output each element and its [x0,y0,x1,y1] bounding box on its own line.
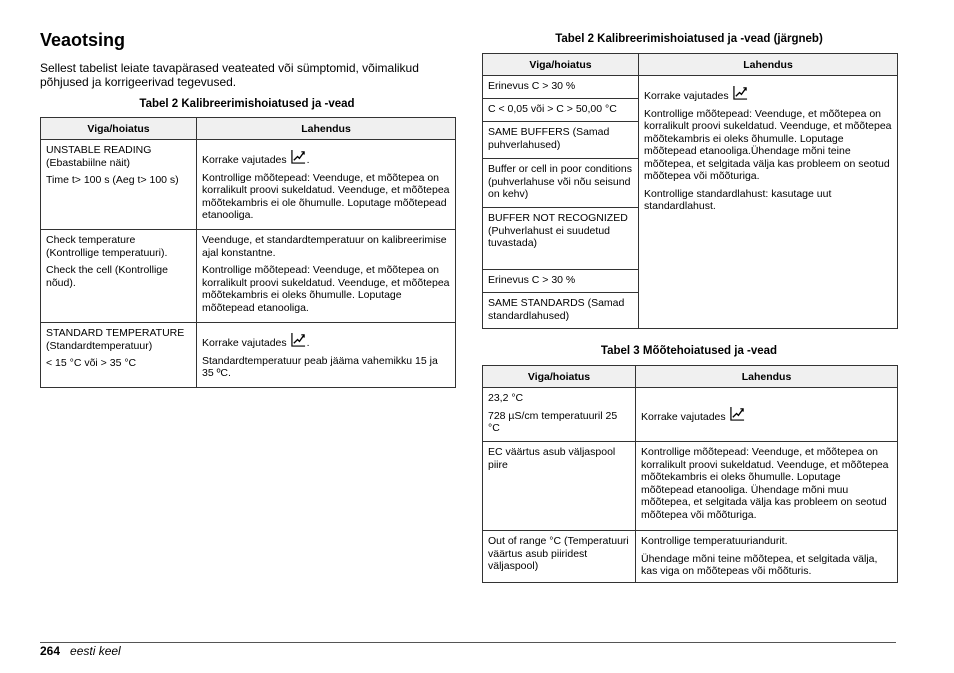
press-instruction: Korrake vajutades . [202,149,450,167]
table-row [483,531,898,583]
warning-text: 23,2 °C [488,392,524,404]
solution-text: Standardtemperatuur peab jääma vahemikku 15 ja 35 ºC. [202,354,438,379]
warning-cell: Erinevus C > 30 % [483,76,639,99]
table-row [41,230,456,323]
warning-cell [41,140,197,230]
page-number: 264 [40,644,61,658]
press-label: Korrake vajutades [641,410,726,423]
table-row [483,442,898,531]
warning-cell [483,388,636,442]
table3 [482,365,898,583]
press-instruction: Korrake vajutades . [202,332,450,350]
warning-text: Check the cell (Kontrollige nõud). [46,264,168,289]
solution-cell [639,76,898,329]
warning-text: STANDARD TEMPERATURE (Standardtemperatuur) [46,327,185,352]
warning-text: UNSTABLE READING (Ebastabiilne näit) [46,144,152,169]
solution-text: Kontrollige mõõtepead: Veenduge, et mõõtepea on korralikult proovi sukeldatud. Veenduge, et mõõtepea mõõtekambris ei oleks õhumulle. Loputage mõõtepead etanooliga. [202,264,450,314]
table2-cont-header-warning: Viga/hoiatus [483,54,639,76]
solution-cell: Kontrollige mõõtepead: Veenduge, et mõõtepea on korralikult proovi sukeldatud. Veenduge, et mõõtepea mõõtekambris ei oleks õhumulle. Loputage mõõtepead etanooliga. Ühendage mõni muu mõõtepea, et selgitada välja kas probleem on seotud mõõtepea või mõõturiga. [636,442,898,531]
warning-cell: EC väärtus asub väljaspool piire [483,442,636,531]
warning-cell: SAME STANDARDS (Samad standardlahused) [483,293,639,329]
calibrate-icon [291,332,306,347]
table2-header-row [41,118,456,140]
table2-cont-caption: Tabel 2 Kalibreerimishoiatused ja -vead (järgneb) [555,33,823,45]
solution-cell [197,230,456,323]
solution-text: Kontrollige mõõtepead: Veenduge, et mõõtepea on korralikult proovi sukeldatud. Veenduge, et mõõtepea mõõtekambris ei ole õhumulle. Loputage mõõtepead etanooliga. [202,171,450,221]
solution-text: Kontrollige standardlahust: kasutage uut standardlahust. [644,187,832,212]
table3-header-row [483,366,898,388]
solution-text: Veenduge, et standardtemperatuur on kalibreerimise ajal konstantne. [202,234,447,259]
solution-cell [636,531,898,583]
page-footer [40,644,121,658]
press-label: Korrake vajutades [202,154,287,166]
table3-caption: Tabel 3 Mõõtehoiatused ja -vead [600,345,778,357]
warning-cell: Buffer or cell in poor conditions (puhverlahuse või nõu seisund on kehv) [483,159,639,208]
footer-language: eesti keel [70,644,121,658]
table-row [41,323,456,388]
table-row [483,388,898,442]
warning-cell: BUFFER NOT RECOGNIZED (Puhverlahust ei suudetud tuvastada) [483,208,639,270]
table2-header-solution: Lahendus [197,118,456,140]
solution-cell [636,388,898,442]
table2-cont-header-row [483,54,898,76]
warning-cell: C < 0,05 või > C > 50,00 °C [483,99,639,122]
solution-cell [197,140,456,230]
solution-text: Kontrollige mõõtepead: Veenduge, et mõõtepea on korralikult proovi sukeldatud. Veenduge, et mõõtepea mõõtekambris ei oleks õhumulle. Loputage mõõtepead etanooliga.Ühendage mõni teine mõõtepea, et selgitada välja kas probleem on seotud mõõtepea või mõõturiga. [644,107,892,182]
table-row [483,76,898,99]
table3-header-solution: Lahendus [636,366,898,388]
table-row [41,140,456,230]
calibrate-icon [730,406,745,421]
warning-text: Time t> 100 s (Aeg t> 100 s) [46,174,179,186]
press-instruction [644,85,892,103]
warning-cell: Out of range °C (Temperatuuri väärtus asub piiridest väljaspool) [483,531,636,583]
page-heading: Veaotsing [40,30,126,50]
warning-cell [41,230,197,323]
table2-caption: Tabel 2 Kalibreerimishoiatused ja -vead [139,98,355,110]
warning-text: Check temperature (Kontrollige temperatuuri). [46,234,168,259]
table2-continued [482,53,898,329]
warning-text: < 15 °C või > 35 °C [46,357,137,369]
warning-cell [41,323,197,388]
warning-cell: SAME BUFFERS (Samad puhverlahused) [483,122,639,159]
table2-header-warning: Viga/hoiatus [41,118,197,140]
solution-text: Kontrollige temperatuuriandurit. [641,535,788,547]
press-instruction [641,406,892,424]
intro-text: Sellest tabelist leiate tavapärased veateated või sümptomid, võimalikud põhjused ja korrigeerivad tegevused. [40,61,419,89]
table3-header-warning: Viga/hoiatus [483,366,636,388]
press-label: Korrake vajutades [644,90,729,102]
table2-cont-header-solution: Lahendus [639,54,898,76]
calibrate-icon [291,149,306,164]
table2 [40,117,456,388]
solution-cell [197,323,456,388]
calibrate-icon [733,85,748,100]
press-label: Korrake vajutades [202,337,287,349]
warning-cell: Erinevus C > 30 % [483,270,639,293]
footer-divider [40,642,896,643]
warning-text: 728 µS/cm temperatuuril 25 °C [488,409,618,434]
solution-text: Ühendage mõni teine mõõtepea, et selgitada välja, kas viga on mõõtepeas või mõõturis. [641,552,878,577]
